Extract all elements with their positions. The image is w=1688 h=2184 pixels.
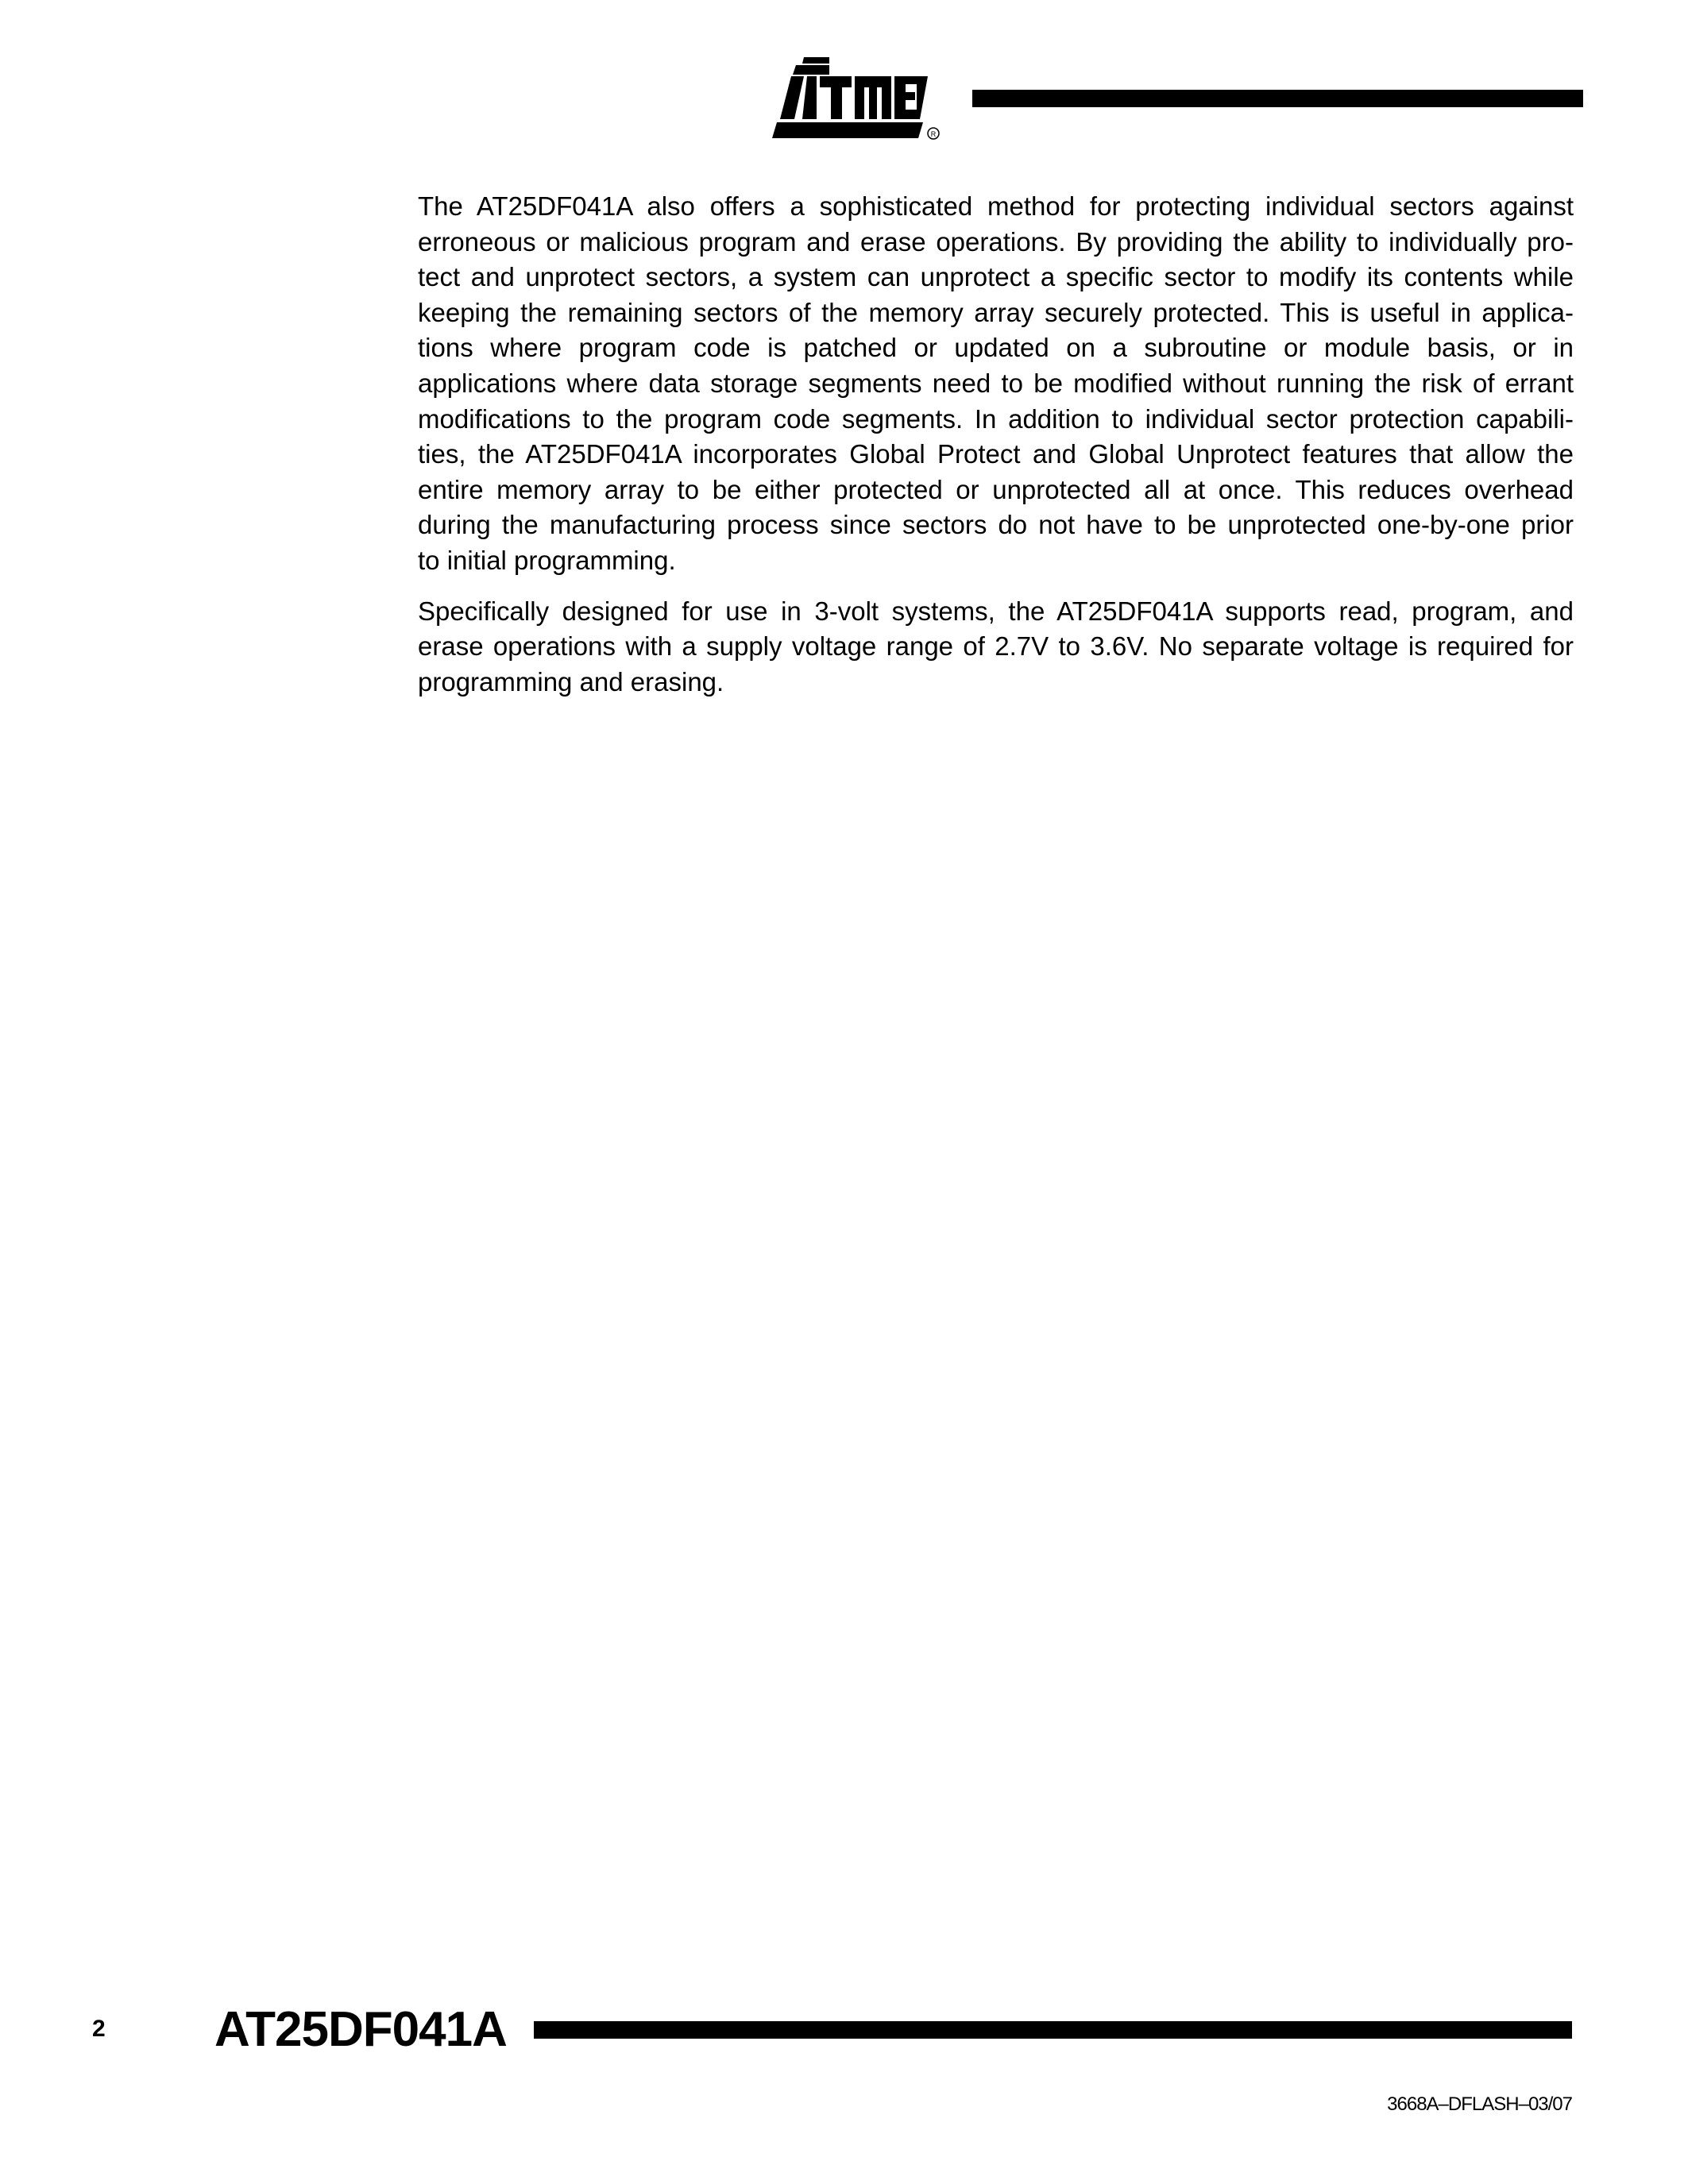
paragraph-sector-protection — [418, 189, 1574, 579]
document-id: 3668A–DFLASH–03/07 — [1387, 2093, 1572, 2115]
text-line: erase operations with a supply voltage range of 2.7V to 3.6V. No separate voltage is required for — [418, 631, 1574, 662]
text-line: entire memory array to be either protected or unprotected all at once. This reduces overhead — [418, 474, 1574, 504]
text-line: tions where program code is patched or updated on a subroutine or module basis, or in — [418, 333, 1574, 363]
text-line: to initial programming. — [418, 545, 676, 575]
page-number: 2 — [92, 2016, 106, 2042]
footer-title: AT25DF041A — [214, 2002, 507, 2057]
text-line: applications where data storage segments need to be modified without running the risk of errant — [418, 368, 1574, 398]
header-rule — [972, 90, 1583, 107]
text-line: programming and erasing. — [418, 666, 724, 696]
text-line: during the manufacturing process since sectors do not have to be unprotected one-by-one prior — [418, 510, 1574, 540]
body-text — [418, 189, 1574, 715]
svg-text:R: R — [930, 130, 937, 138]
text-line: Specifically designed for use in 3-volt systems, the AT25DF041A supports read, program, and — [418, 596, 1574, 626]
text-line: erroneous or malicious program and erase operations. By providing the ability to individually pro- — [418, 226, 1574, 257]
paragraph-voltage — [418, 594, 1574, 700]
text-line: ties, the AT25DF041A incorporates Global Protect and Global Unprotect features that allow the — [418, 439, 1574, 469]
text-line: keeping the remaining sectors of the memory array securely protected. This is useful in applica- — [418, 297, 1574, 327]
text-line: The AT25DF041A also offers a sophisticated method for protecting individual sectors against — [418, 191, 1574, 221]
text-line: modifications to the program code segments. In addition to individual sector protection capabili- — [418, 403, 1574, 434]
atmel-logo — [772, 57, 943, 140]
footer-rule — [534, 2021, 1572, 2039]
text-line: tect and unprotect sectors, a system can unprotect a specific sector to modify its contents while — [418, 262, 1574, 292]
